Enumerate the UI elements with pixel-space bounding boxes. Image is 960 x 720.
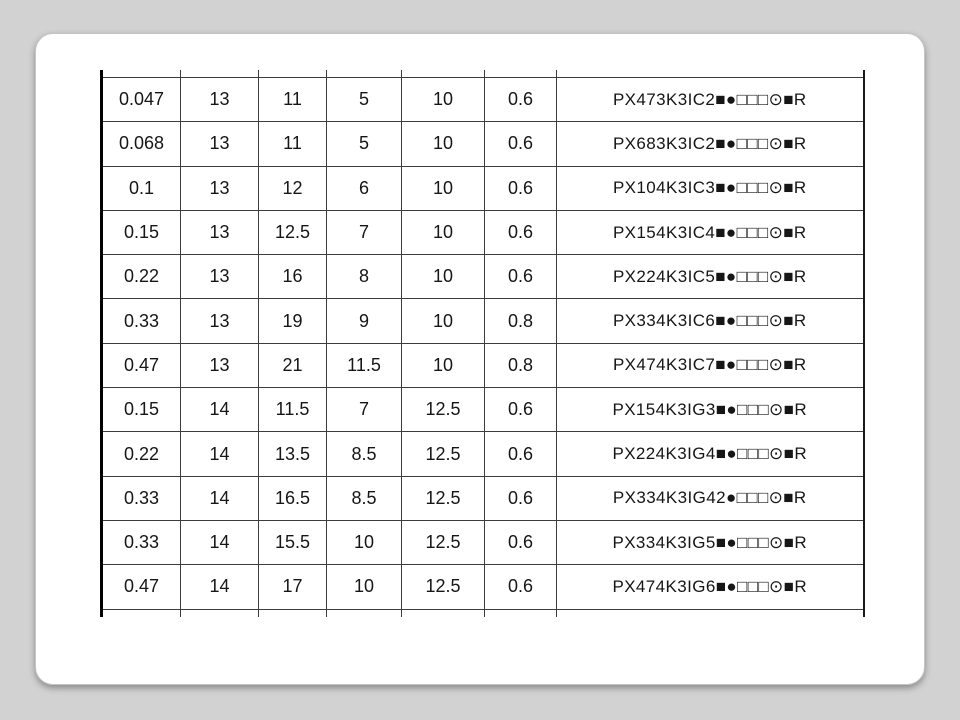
value-cell: 14: [181, 476, 259, 520]
value-cell: 8: [327, 255, 402, 299]
value-cell: 12: [259, 166, 327, 210]
value-cell: 11: [259, 122, 327, 166]
value-cell: 0.47: [102, 565, 181, 609]
value-cell: 0.6: [485, 166, 557, 210]
cut-cell: [259, 609, 327, 617]
value-cell: 0.33: [102, 520, 181, 564]
value-cell: 0.6: [485, 122, 557, 166]
table-row: [102, 255, 864, 299]
table-row: [102, 388, 864, 432]
value-cell: 0.6: [485, 520, 557, 564]
part-number-cell: PX474K3IC7■●□□□⊙■R: [557, 343, 864, 387]
value-cell: 16.5: [259, 476, 327, 520]
value-cell: 9: [327, 299, 402, 343]
value-cell: 19: [259, 299, 327, 343]
part-number-cell: PX154K3IC4■●□□□⊙■R: [557, 210, 864, 254]
cut-cell: [102, 609, 181, 617]
value-cell: 13: [181, 78, 259, 122]
value-cell: 0.33: [102, 476, 181, 520]
cut-cell: [402, 609, 485, 617]
value-cell: 11: [259, 78, 327, 122]
value-cell: 0.068: [102, 122, 181, 166]
value-cell: 0.6: [485, 388, 557, 432]
value-cell: 0.6: [485, 210, 557, 254]
part-number-cell: PX334K3IG5■●□□□⊙■R: [557, 520, 864, 564]
value-cell: 13: [181, 122, 259, 166]
value-cell: 10: [402, 166, 485, 210]
value-cell: 10: [327, 520, 402, 564]
table-row: [102, 299, 864, 343]
value-cell: 12.5: [402, 520, 485, 564]
slide-card: [35, 33, 925, 685]
cropped-row-bottom: [102, 609, 864, 617]
value-cell: 0.047: [102, 78, 181, 122]
value-cell: 0.1: [102, 166, 181, 210]
value-cell: 7: [327, 210, 402, 254]
table-row: [102, 520, 864, 564]
value-cell: 14: [181, 565, 259, 609]
value-cell: 0.6: [485, 565, 557, 609]
cut-cell: [259, 70, 327, 78]
value-cell: 0.22: [102, 432, 181, 476]
value-cell: 12.5: [402, 565, 485, 609]
value-cell: 15.5: [259, 520, 327, 564]
value-cell: 11.5: [259, 388, 327, 432]
value-cell: 0.6: [485, 432, 557, 476]
value-cell: 0.8: [485, 299, 557, 343]
value-cell: 17: [259, 565, 327, 609]
value-cell: 10: [327, 565, 402, 609]
value-cell: 0.47: [102, 343, 181, 387]
part-number-cell: PX104K3IC3■●□□□⊙■R: [557, 166, 864, 210]
value-cell: 0.6: [485, 476, 557, 520]
value-cell: 7: [327, 388, 402, 432]
value-cell: 10: [402, 78, 485, 122]
part-number-cell: PX224K3IC5■●□□□⊙■R: [557, 255, 864, 299]
value-cell: 5: [327, 78, 402, 122]
table-row: [102, 565, 864, 609]
value-cell: 13: [181, 210, 259, 254]
value-cell: 0.15: [102, 210, 181, 254]
value-cell: 10: [402, 299, 485, 343]
value-cell: 5: [327, 122, 402, 166]
value-cell: 10: [402, 210, 485, 254]
value-cell: 13: [181, 343, 259, 387]
cut-cell: [402, 70, 485, 78]
value-cell: 0.33: [102, 299, 181, 343]
cropped-row-top: [102, 70, 864, 78]
value-cell: 13.5: [259, 432, 327, 476]
value-cell: 10: [402, 122, 485, 166]
cut-cell: [327, 70, 402, 78]
table-row: [102, 78, 864, 122]
value-cell: 0.22: [102, 255, 181, 299]
value-cell: 12.5: [259, 210, 327, 254]
spec-table: [100, 70, 865, 617]
part-number-cell: PX334K3IC6■●□□□⊙■R: [557, 299, 864, 343]
value-cell: 0.15: [102, 388, 181, 432]
value-cell: 6: [327, 166, 402, 210]
cut-cell: [181, 70, 259, 78]
table-body: [102, 70, 864, 617]
value-cell: 14: [181, 520, 259, 564]
value-cell: 10: [402, 255, 485, 299]
value-cell: 8.5: [327, 432, 402, 476]
value-cell: 0.8: [485, 343, 557, 387]
table-row: [102, 166, 864, 210]
part-number-cell: PX154K3IG3■●□□□⊙■R: [557, 388, 864, 432]
cut-cell: [327, 609, 402, 617]
cut-cell: [485, 70, 557, 78]
value-cell: 14: [181, 388, 259, 432]
part-number-cell: PX334K3IG42●□□□⊙■R: [557, 476, 864, 520]
table-row: [102, 122, 864, 166]
value-cell: 14: [181, 432, 259, 476]
cut-cell: [102, 70, 181, 78]
value-cell: 21: [259, 343, 327, 387]
value-cell: 0.6: [485, 78, 557, 122]
table-row: [102, 210, 864, 254]
value-cell: 0.6: [485, 255, 557, 299]
part-number-cell: PX474K3IG6■●□□□⊙■R: [557, 565, 864, 609]
value-cell: 13: [181, 299, 259, 343]
part-number-cell: PX473K3IC2■●□□□⊙■R: [557, 78, 864, 122]
value-cell: 12.5: [402, 388, 485, 432]
table-row: [102, 476, 864, 520]
value-cell: 8.5: [327, 476, 402, 520]
part-number-cell: PX224K3IG4■●□□□⊙■R: [557, 432, 864, 476]
table-row: [102, 432, 864, 476]
value-cell: 13: [181, 166, 259, 210]
cut-cell: [181, 609, 259, 617]
value-cell: 16: [259, 255, 327, 299]
cut-cell: [485, 609, 557, 617]
value-cell: 10: [402, 343, 485, 387]
value-cell: 11.5: [327, 343, 402, 387]
value-cell: 12.5: [402, 432, 485, 476]
value-cell: 13: [181, 255, 259, 299]
cut-cell: [557, 609, 864, 617]
value-cell: 12.5: [402, 476, 485, 520]
table-row: [102, 343, 864, 387]
part-number-cell: PX683K3IC2■●□□□⊙■R: [557, 122, 864, 166]
cut-cell: [557, 70, 864, 78]
